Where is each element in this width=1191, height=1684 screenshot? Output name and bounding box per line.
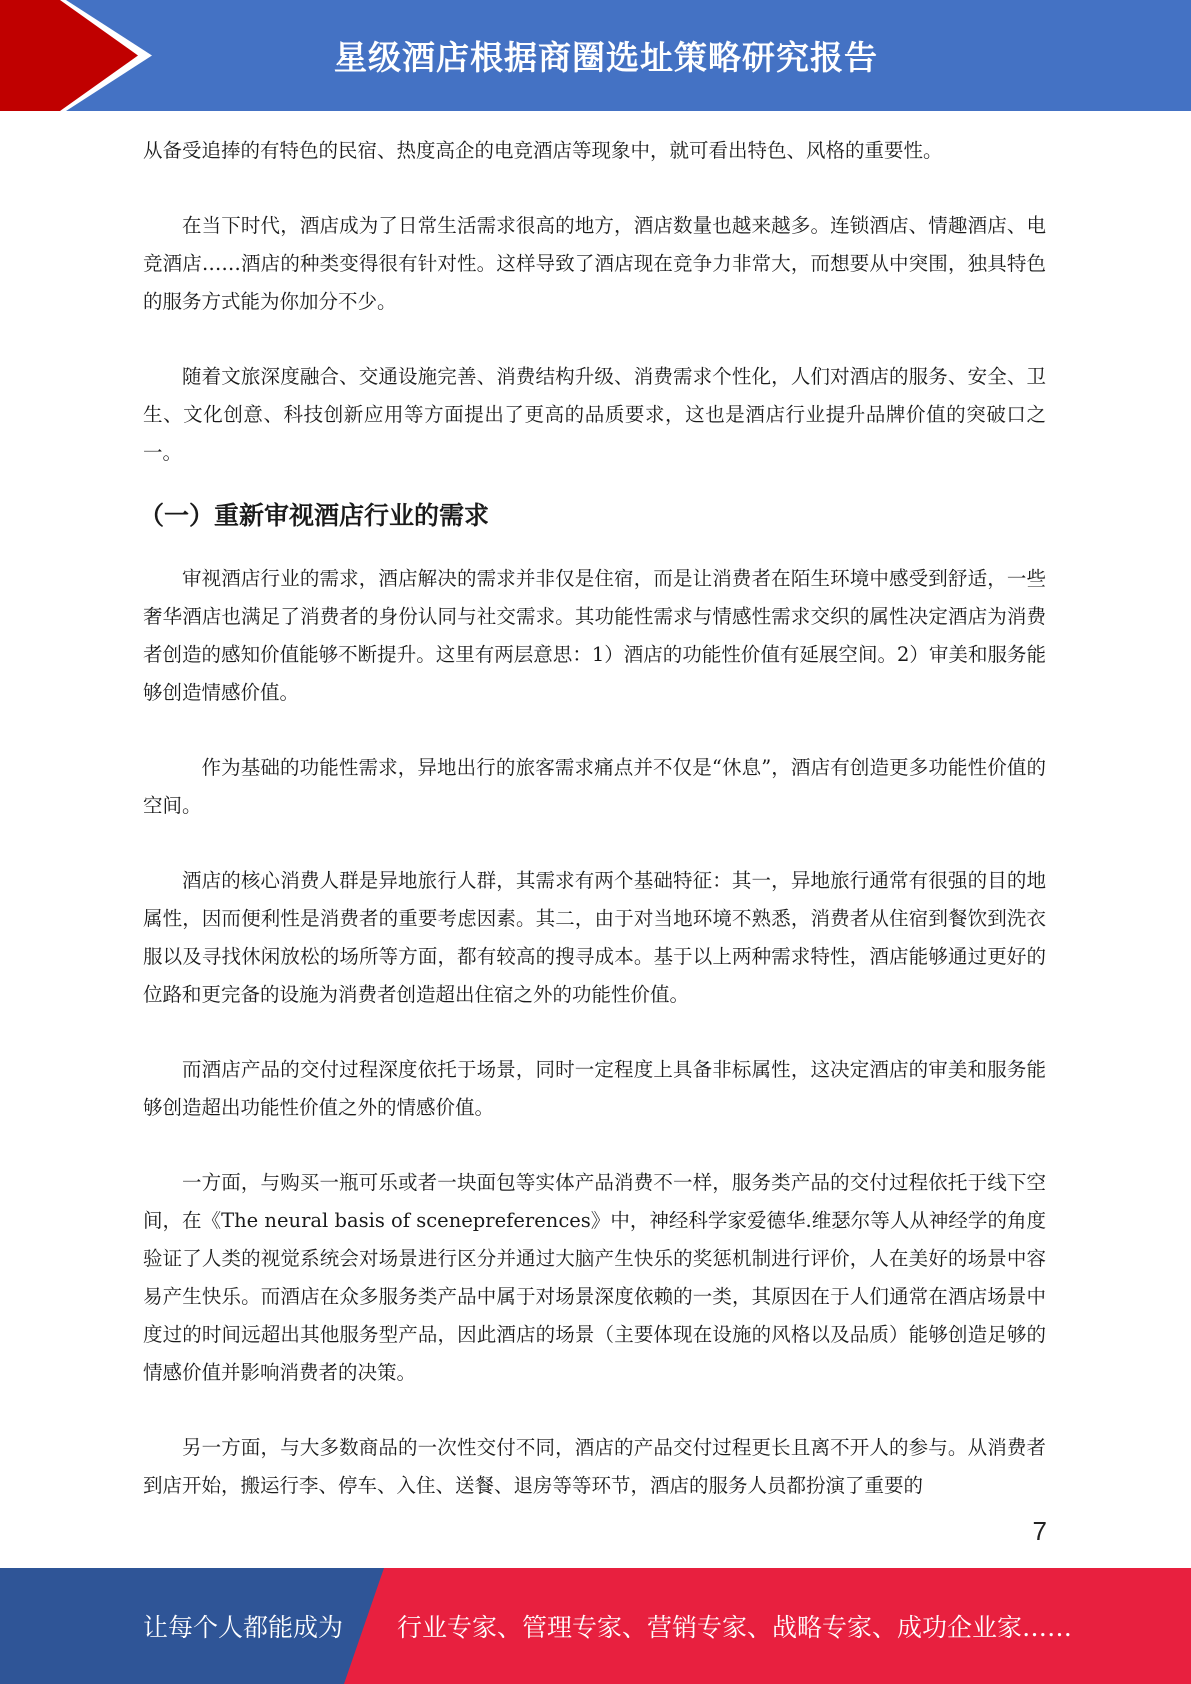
page-number: 7 — [1032, 1516, 1047, 1546]
paragraph: 酒店的核心消费人群是异地旅行人群，其需求有两个基础特征：其一，异地旅行通常有很强的目的地属性，因而便利性是消费者的重要考虑因素。其二，由于对当地环境不熟悉，消费者从住宿到餐饮到洗衣服以及寻找休闲放松的场所等方面，都有较高的搜寻成本。基于以上两种需求特性，酒店能够通过更好的位路和更完备的设施为消费者创造超出住宿之外的功能性价值。 — [143, 869, 1046, 1006]
paragraph: 另一方面，与大多数商品的一次性交付不同，酒店的产品交付过程更长且离不开人的参与。从消费者到店开始，搬运行李、停车、入住、送餐、退房等等环节，酒店的服务人员都扮演了重要的 — [143, 1436, 1046, 1497]
footer-slogan-right: 行业专家、管理专家、营销专家、战略专家、成功企业家…… — [397, 1613, 1073, 1642]
header-chevron-icon — [0, 0, 160, 111]
paragraph: 在当下时代，酒店成为了日常生活需求很高的地方，酒店数量也越来越多。连锁酒店、情趣酒店、电竞酒店……酒店的种类变得很有针对性。这样导致了酒店现在竞争力非常大，而想要从中突围，独具特色的服务方式能为你加分不少。 — [143, 214, 1046, 313]
footer-banner — [0, 1568, 1191, 1684]
paragraph: 审视酒店行业的需求，酒店解决的需求并非仅是住宿，而是让消费者在陌生环境中感受到舒适，一些奢华酒店也满足了消费者的身份认同与社交需求。其功能性需求与情感性需求交织的属性决定酒店为消费者创造的感知价值能够不断提升。这里有两层意思：1）酒店的功能性价值有延展空间。2）审美和服务能够创造情感价值。 — [143, 567, 1046, 704]
section-heading: （一）重新审视酒店行业的需求 — [139, 501, 490, 530]
paragraph: 一方面，与购买一瓶可乐或者一块面包等实体产品消费不一样，服务类产品的交付过程依托于线下空间，在《The neural basis of scenepreferences》中，神经科学家爱德华.维瑟尔等人从神经学的角度验证了人类的视觉系统会对场景进行区分并通过大脑产生快乐的奖惩机制进行评价，人在美好的场景中容易产生快乐。而酒店在众多服务类产品中属于对场景深度依赖的一类，其原因在于人们通常在酒店场景中度过的时间远超出其他服务型产品，因此酒店的场景（主要体现在设施的风格以及品质）能够创造足够的情感价值并影响消费者的决策。 — [143, 1171, 1046, 1384]
paragraph: 从备受追捧的有特色的民宿、热度高企的电竞酒店等现象中，就可看出特色、风格的重要性。 — [143, 139, 943, 162]
paragraph: 随着文旅深度融合、交通设施完善、消费结构升级、消费需求个性化，人们对酒店的服务、安全、卫生、文化创意、科技创新应用等方面提出了更高的品质要求，这也是酒店行业提升品牌价值的突破口之一。 — [143, 365, 1046, 464]
paragraph: 作为基础的功能性需求，异地出行的旅客需求痛点并不仅是“休息”，酒店有创造更多功能性价值的空间。 — [143, 756, 1046, 817]
report-title: 星级酒店根据商圈选址策略研究报告 — [334, 38, 878, 77]
footer-slogan-left: 让每个人都能成为 — [143, 1613, 344, 1642]
header-bar — [0, 0, 1191, 111]
paragraph: 而酒店产品的交付过程深度依托于场景，同时一定程度上具备非标属性，这决定酒店的审美和服务能够创造超出功能性价值之外的情感价值。 — [143, 1058, 1046, 1119]
document-body — [139, 132, 1046, 1505]
